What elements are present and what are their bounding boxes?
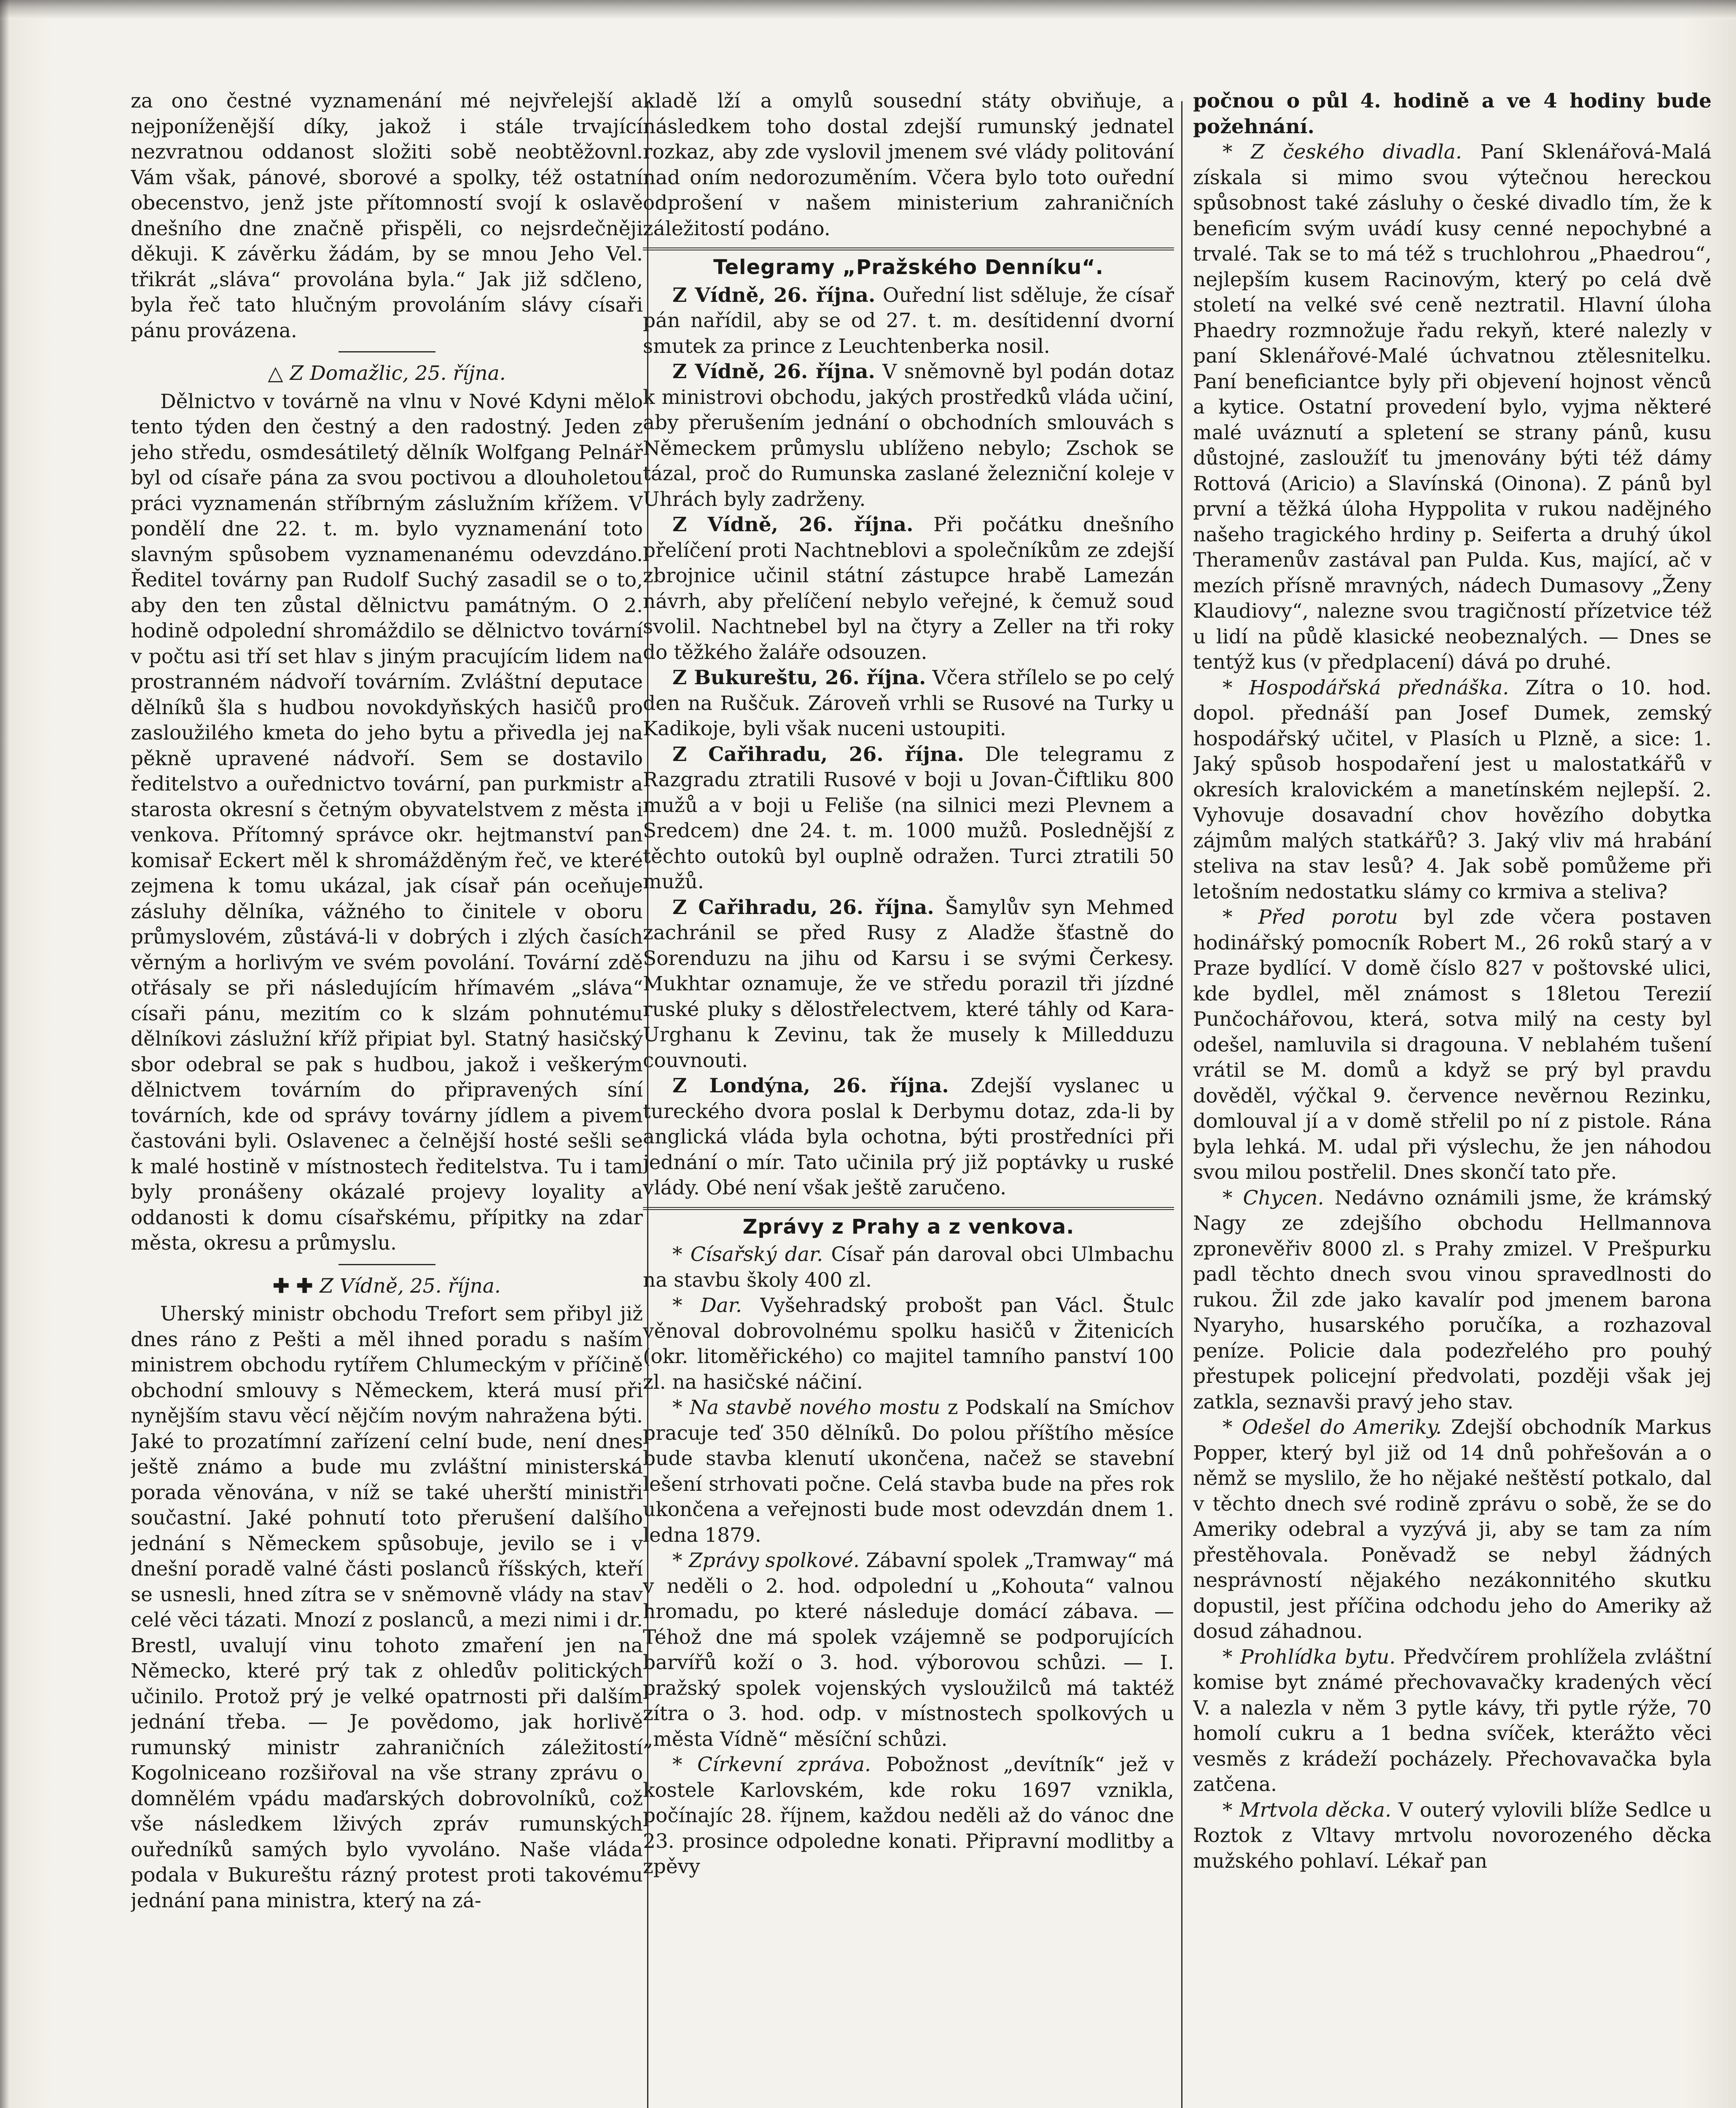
col3-news-item-lead: * Z českého divadla. [1223, 140, 1462, 164]
news-item [643, 1242, 1174, 1293]
telegram-item-text: V sněmovně byl podán dotaz k ministrovi obchodu, jakých prostředků vláda učiní, aby přerušením jednání o obchodních smlouvách s Německem průmyslu ublíženo nebylo; Zschok se tázal, proč do Rumunska zaslané železniční koleje v Uhrách byly zadrženy. [643, 360, 1174, 511]
triangle-icon: △ [268, 362, 283, 385]
news-section-title: Zprávy z Prahy a z venkova. [742, 1215, 1075, 1239]
scan-left-edge [0, 0, 9, 2108]
telegram-list [643, 283, 1174, 1201]
col3-news-item [1193, 1186, 1712, 1415]
vidne-heading [131, 1274, 643, 1299]
col3-top-article [1193, 89, 1712, 140]
col3-top-paragraph: počnou o půl 4. hodině a ve 4 hodiny bude požehnání. [1193, 89, 1712, 138]
telegram-item-lead: Z Bukureštu, 26. října. [672, 666, 926, 689]
col3-news-item [1193, 1645, 1712, 1798]
vidne-paragraph: Uherský ministr obchodu Trefort sem přibyl již dnes ráno z Pešti a měl ihned poradu s naším ministrem obchodu rytířem Chlumeckým v příčině obchodní smlouvy s Německem, která musí při nynějším stavu věcí nějčím novým nahražena býti. Jaké to prozatímní zařízení celní bude, není dnes ještě známo a bude mu zvláštní ministerská porada věnována, v níž se také uherští ministři součastní. Jaké pohnutí toto přerušení dalšího jednání s Německem spůsobuje, jevilo se i v dnešní poradě valné části poslanců říšských, kteří se usnesli, hned zítra se v sněmovně vlády na stav celé věci tázati. Mnozí z poslanců, a mezi nimi i dr. Brestl, uvalují vinu tohoto zmaření jen na Německo, které prý tak z ohledův politických učinilo. Protož prý je velké opatrnosti při dalším jednání třeba. — Je povědomo, jak horlivě rumunský ministr zahraničních záležitostí Kogolniceano rozšiřoval na vše strany zprávu o domnělém vpádu maďarských dobrovolníků, což vše následkem lživých zpráv rumunských ouředníků samých bylo vyvoláno. Naše vláda podala v Bukureštu rázný protest proti takovému jednání pana ministra, který na zá- [131, 1302, 643, 1912]
col3-news-item-lead: * Mrtvola děcka. [1223, 1798, 1392, 1822]
news-item-lead: * Císařský dar. [672, 1243, 823, 1266]
column-divider-2 [1181, 101, 1182, 2108]
telegram-item-lead: Z Londýna, 26. října. [672, 1074, 949, 1097]
domazlice-paragraph: Dělnictvo v továrně na vlnu v Nové Kdyni mělo tento týden den čestný a den radostný. Jeden z jeho středu, osmdesátiletý dělník Wolfgang Pelnář byl od císaře pána za svou poctivou a dlouholetou práci vyznamenán stříbrným záslužním křížem. V pondělí dne 22. t. m. bylo vyznamenání toto slavným spůsobem vyznamenanému odevzdáno. Ředitel továrny pan Rudolf Suchý zasadil se o to, aby den ten zůstal dělnictvu památným. O 2. hodině odpolední shromáždilo se dělnictvo tovární v počtu asi tří set hlav s jiným pracujícím lidem na prostranném nádvoří továrním. Zvláštní deputace dělníků šla s hudbou novokdyňských hasičů pro zasloužilého kmeta do jeho bytu a přivedla jej na pěkně upravené nádvoří. Sem se dostavilo ředitelstvo a ouřednictvo tovární, pan purkmistr a starosta okresní s četným obyvatelstvem z města i venkova. Přítomný správce okr. hejtmanství pan komisař Eckert měl k shromážděným řeč, ve které zejmena k tomu ukázal, jak císař pán oceňuje zásluhy dělníka, vážného to činitele v oboru průmyslovém, zůstává-li v dobrých i zlých časích věrným a horlivým ve svém povolání. Tovární zdě otřásaly se při následujícím hřímavém „sláva“ císaři pánu, mezitím co k slzám pohnutému dělníkovi záslužní kříž připiat byl. Statný hasičský sbor odebral se pak s hudbou, jakož i veškerým dělnictvem továrním do připravených síní továrních, kde od správy továrny jídlem a pivem častováni byli. Oslavenec a čelnější hosté sešli se k malé hostině v místnostech ředitelstva. Tu i tam byly pronášeny okázalé projevy loyality a oddanosti k domu císařskému, přípitky na zdar města, okresu a průmyslu. [131, 390, 643, 1255]
news-item-lead: * Zprávy spolkové. [672, 1549, 860, 1572]
news-item-lead: * Církevní zpráva. [672, 1753, 871, 1776]
col3-news-item-lead: * Odešel do Ameriky. [1223, 1416, 1442, 1439]
col3-news-item-text: byl zde včera postaven hodinářský pomocník Robert M., 26 roků starý a v Praze bydlící. V domě číslo 827 v poštovské ulici, kde bydlel, měl známost s 18letou Terezií Punčochářovou, která, sotva milý na cesty byl odešel, namluvila si dragouna. V neblahém tušení vrátil se M. domů a když se prý byl pravdu dověděl, výčkal 9. července nevěrnou Rezinku, domlouval jí a v domě střelil po ní z pistole. Rána byla lehká. M. udal při výslechu, že jen náhodou svou milou postřelil. Dnes skončí tato pře. [1193, 906, 1712, 1184]
col2-top-paragraph: kladě lží a omylů sousední státy obviňuje, a následkem toho dostal zdejší rumunský jednatel rozkaz, aby zde vyslovil jmenem své vlády politování nad oním nedorozuměním. Včera bylo toto ouřední odprošení v našem ministerium zahraničních záležitostí podáno. [643, 89, 1174, 240]
column-3 [1193, 89, 1712, 2108]
col3-news-list [1193, 140, 1712, 1874]
telegram-item-lead: Z Vídně, 26. října. [672, 360, 875, 383]
separator-rule [339, 351, 435, 352]
domazlice-dateline: Z Domažlic, 25. října. [290, 362, 506, 385]
col3-news-item-text: Nedávno oznámili jsme, že krámský Nagy ze zdejšího obchodu Hellmannova zpronevěřiv 8000 zl. s Prahy zmizel. V Prešpurku padl těchto dnech svou vinou spravedlnosti do rukou. Žil zde jako kavalír pod jmenem barona Nyaryho, husarského poručíka, a rozhazoval peníze. Policie dala podezřelého pro pouhý přestupek policejní předvolati, později však jej zatkla, seznavši pravý jeho stav. [1193, 1186, 1712, 1414]
news-item-lead: * Na stavbě nového mostu [672, 1396, 941, 1419]
article-domazlice [131, 361, 643, 1256]
news-item [643, 1752, 1174, 1880]
col3-news-item-text: Předvčírem prohlížela zvláštní komise byt známé přechovavačky kradených věcí V. a nalezla v něm 3 pytle kávy, tři pytle rýže, 70 homolí cukru a 1 bedna svíček, kterážto věci vesměs z krádeží pocházely. Přechovavačka byla zatčena. [1193, 1645, 1712, 1796]
telegram-item-lead: Z Cařihradu, 26. října. [672, 742, 964, 766]
telegram-item [643, 359, 1174, 512]
telegram-item-text: Zdejší vyslanec u tureckého dvora poslal k Derbymu dotaz, zda-li by anglická vláda byla ochotna, býti prostředníci při jednání o mír. Tato učinila prý již poptávky u ruské vlády. Obé není však ještě zaručeno. [643, 1074, 1174, 1199]
article-vidne [131, 1274, 643, 1914]
telegram-item [643, 283, 1174, 360]
col3-news-item-lead: * Prohlídka bytu. [1223, 1645, 1396, 1669]
telegram-item-text: Šamylův syn Mehmed zachránil se před Rusy z Aladže šťastně do Sorenduzu na jihu od Karsu i se svými Čerkesy. Mukhtar oznamuje, že ve středu porazil tři jízdné ruské pluky s dělostřelectvem, které táhly od Kara-Urghanu k Zevinu, tak že musely k Milledduzu couvnouti. [643, 895, 1174, 1072]
news-item-text: z Podskalí na Smíchov pracuje teď 350 dělníků. Do polou příštího měsíce bude stavba klenutí ukončena, načež se stavební lešení strhovati počne. Celá stavba bude na přes rok ukončena a veřejnosti bude most odevzdán dnem 1. ledna 1879. [643, 1396, 1174, 1547]
col3-news-item-text: V outerý vylovili blíže Sedlce u Roztok z Vltavy mrtvolu novorozeného děcka mužského pohlaví. Lékař pan [1193, 1798, 1712, 1873]
news-item-text: Vyšehradský probošt pan Václ. Štulc věnoval dobrovolnému spolku hasičů v Žitenicích (okr. litoměřického) co majitel tamního panství 100 zl. na hasičské náčiní. [643, 1294, 1174, 1394]
section-rule [643, 247, 1174, 250]
col3-news-item-text: Zítra o 10. hod. dopol. přednáší pan Josef Dumek, zemský hospodářský učitel, v Plasích u Plzně, a sice: 1. Jaký spůsob hospodaření jest u malostatkářů v okresích kralovickém a manetínském nejlepší. 2. Vyhovuje dosavadní chov hovězího dobytka zájmům malých statkářů? 3. Jaký vliv má hrabání steliva na stav lesů? 4. Jak sobě pomůžeme při letošním nedostatku slámy co krmiva a steliva? [1193, 676, 1712, 903]
col3-news-item-text: Zdejší obchodník Markus Popper, který byl již od 14 dnů pohřešován a o němž se myslilo, že ho nějaké neštěstí potkalo, dal v těchto dnech své rodině zprávu o sobě, že se do Ameriky odebral a vyzývá ji, aby se tam za ním přestěhovala. Poněvadž se nebyl žádných nesprávností nějakého nezákonnitého skutku dopustil, jest příčina odchodu jeho do Ameriky až dosud záhadnou. [1193, 1416, 1712, 1643]
telegram-item [643, 742, 1174, 895]
news-item-text: Pobožnost „devítník“ jež v kostele Karlovském, kde roku 1697 vznikla, počínajíc 28. říjnem, každou neděli až do vánoc dne 23. prosince odpoledne konati. Připravní modlitby a zpěvy [643, 1753, 1174, 1878]
col3-news-item-text: Paní Sklenářová-Malá získala si mimo svou výtečnou hereckou spůsobnost také zásluhy o české divadlo tím, že k beneficím svým uvádí kusy cenné nepochybné a trvalé. Tak se to má též s truchlohrou „Phaedrou“, nejlepším kusem Racinovým, který po celá dvě století na velké své ceně neztratil. Hlavní úloha Phaedry rozmnožuje řadu rekyň, které nalezly v paní Sklenářové-Malé úchvatnou ztělesnitelku. Paní beneficiantce byly při objevení hojnost věnců a kytice. Ostatní provedení bylo, vyjma některé malé uváznutí a spletení se strany pánů, kusu důstojné, zasloužíť tu jmenovány býti též dámy Rottová (Aricio) a Slavínská (Oinona). Z pánů byl první a těžká úloha Hyppolita v rukou nadějného našeho tragického hrdiny p. Seiferta a druhý úkol Theramenův zastával pan Pulda. Kus, mající, ač v mezích přísně mravných, nádech Dumasovy „Ženy Klaudiovy“, nalezne svou tragičností přízetvice též u lidí na půdě klasické neobeznalých. — Dnes se tentýž kus (v předplacení) dává po druhé. [1193, 140, 1712, 674]
column-2 [643, 89, 1174, 2108]
col1-top-article [131, 89, 643, 344]
domazlice-heading [131, 361, 643, 387]
news-item-text: Zábavní spolek „Tramway“ má v neděli o 2. hod. odpolední u „Kohouta“ valnou hromadu, po které následuje domácí zábava. — Téhož dne má spolek vzájemně se podporujících barvířů koží o 3. hod. výborovou schůzi. — I. pražský spolek vojenských vysloužilců má taktéž zítra o 3. hod. odp. v místnostech spolkových u „města Vídně“ měsíční schůzi. [643, 1549, 1174, 1751]
telegram-item-text: Při počátku dnešního přelíčení proti Nachtneblovi a společníkům ze zdejší zbrojnice učinil státní zástupce hrabě Lamezán návrh, aby přelíčení nebylo veřejné, k čemuž soud svolil. Nachtnebel byl na čtyry a Zeller na tři roky do těžkého žaláře odsouzen. [643, 513, 1174, 664]
col2-top-article [643, 89, 1174, 242]
col3-news-item-lead: * Chycen. [1223, 1186, 1324, 1210]
telegram-item-text: Dle telegramu z Razgradu ztratili Rusové v boji u Jovan-Čiftliku 800 mužů a v boji u Feliše (na silnici mezi Plevnem a Sredcem) dne 24. t. m. 1000 mužů. Poslednější z těchto outokû byl ouplně odražen. Turci ztratili 50 mužů. [643, 742, 1174, 893]
separator-rule [339, 1264, 435, 1265]
news-item [643, 1395, 1174, 1548]
col3-news-item [1193, 1798, 1712, 1874]
column-1 [131, 89, 643, 2108]
col3-news-item [1193, 675, 1712, 905]
col3-news-item-lead: * Hospodářská přednáška. [1223, 676, 1509, 699]
news-item [643, 1548, 1174, 1752]
telegram-item-lead: Z Vídně, 26. října. [672, 283, 876, 307]
section-rule [643, 1207, 1174, 1210]
telegrams-title: Telegramy „Pražského Denníku“. [713, 255, 1104, 279]
col3-news-item [1193, 905, 1712, 1186]
news-item [643, 1293, 1174, 1395]
col1-top-paragraph: za ono čestné vyznamenání mé nejvřelejší a nejponíženější díky, jakož i stále trvající nezvratnou oddanost složiti sobě neobtěžovnl. Vám však, pánové, sborové a spolky, též ostatní obecenstvo, jenž jste přítomností svojí k oslavě dnešního dne značně přispěli, co nejsrdečněji děkuji. K závěrku žádám, by se mnou Jeho Vel. třikrát „sláva“ provolána byla.“ Jak již sdčleno, byla řeč tato hlučným provoláním slávy císaři pánu provázena. [131, 89, 643, 342]
vidne-dateline: Z Vídně, 25. října. [320, 1274, 501, 1298]
telegram-item-text: Ouřední list sděluje, že císař pán nařídil, aby se od 27. t. m. desítidenní dvorní smutek za prince z Leuchtenberka nosil. [643, 283, 1174, 358]
cross-icon: ✚ ✚ [273, 1274, 313, 1298]
news-item-lead: * Dar. [672, 1294, 742, 1317]
col3-news-item [1193, 140, 1712, 675]
news-list [643, 1242, 1174, 1880]
telegram-item-lead: Z Vídně, 26. října. [672, 513, 914, 536]
telegram-item [643, 1073, 1174, 1201]
telegram-item [643, 665, 1174, 742]
telegram-item [643, 895, 1174, 1074]
telegram-item-text: Včera střílelo se po celý den na Ruščuk. Zároveň vrhli se Rusové na Turky u Kadikoje, byli však nuceni ustoupiti. [643, 666, 1174, 740]
telegram-item-lead: Z Cařihradu, 26. října. [672, 895, 934, 919]
telegram-item [643, 512, 1174, 665]
col3-news-item [1193, 1415, 1712, 1645]
scan-top-edge [0, 0, 1736, 19]
col3-news-item-lead: * Před porotu [1223, 906, 1398, 929]
news-item-text: Císař pán daroval obci Ulmbachu na stavbu školy 400 zl. [643, 1243, 1174, 1292]
